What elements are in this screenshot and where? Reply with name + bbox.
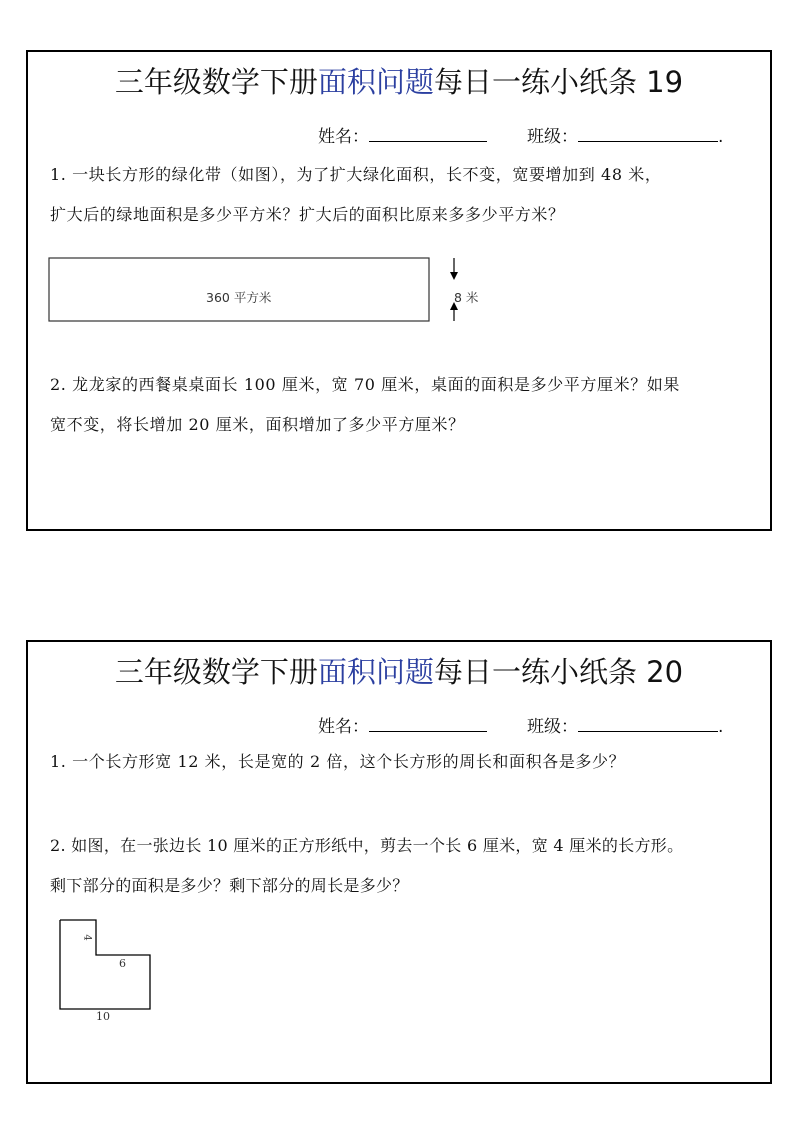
question-2 (50, 365, 770, 445)
end-mark: . (718, 717, 724, 737)
worksheet-card-19 (26, 50, 772, 531)
cut-height-label: 4 (81, 934, 93, 941)
title-highlight: 面积问题 (317, 655, 434, 689)
card-title (28, 652, 770, 692)
worksheet-card-20 (26, 640, 772, 1084)
class-blank[interactable] (578, 125, 718, 142)
question-2-line-2: 宽不变，将长增加 20 厘米，面积增加了多少平方厘米？ (50, 415, 465, 434)
question-1 (50, 155, 770, 235)
title-prefix: 三年级数学下册 (114, 65, 318, 99)
title-suffix: 每日一练小纸条 19 (433, 65, 684, 99)
question-2-line-1: 2. 龙龙家的西餐桌桌面长 100 厘米，宽 70 厘米，桌面的面积是多少平方厘米？如果 (50, 375, 680, 394)
cut-width-label: 6 (119, 957, 126, 970)
question-1 (50, 742, 770, 782)
class-label: 班级： (527, 127, 578, 147)
name-class-row (318, 125, 723, 148)
width-label: 8 米 (454, 290, 479, 305)
area-label: 360 平方米 (206, 290, 272, 305)
class-label: 班级： (527, 717, 578, 737)
side-label: 10 (96, 1010, 110, 1023)
name-blank[interactable] (369, 125, 487, 142)
name-class-row (318, 715, 723, 738)
title-suffix: 每日一练小纸条 20 (433, 655, 684, 689)
question-2-line-1: 2. 如图，在一张边长 10 厘米的正方形纸中，剪去一个长 6 厘米，宽 4 厘米的长方形。 (50, 836, 684, 855)
question-1-line-2: 扩大后的绿地面积是多少平方米？扩大后的面积比原来多多少平方米？ (50, 205, 565, 224)
question-1-line-1: 1. 一块长方形的绿化带（如图），为了扩大绿化面积，长不变，宽要增加到 48 米， (50, 165, 662, 184)
card-title (28, 62, 770, 102)
title-prefix: 三年级数学下册 (114, 655, 318, 689)
name-blank[interactable] (369, 715, 487, 732)
name-label: 姓名： (318, 127, 369, 147)
title-highlight: 面积问题 (317, 65, 434, 99)
question-2-line-2: 剩下部分的面积是多少？剩下部分的周长是多少？ (50, 876, 409, 895)
question-1-line-1: 1. 一个长方形宽 12 米，长是宽的 2 倍，这个长方形的周长和面积各是多少？ (50, 752, 626, 771)
name-label: 姓名： (318, 717, 369, 737)
arrow-down-head-icon (450, 272, 458, 280)
end-mark: . (718, 127, 724, 147)
question-2 (50, 826, 770, 906)
class-blank[interactable] (578, 715, 718, 732)
l-shape-outline (60, 920, 150, 1009)
